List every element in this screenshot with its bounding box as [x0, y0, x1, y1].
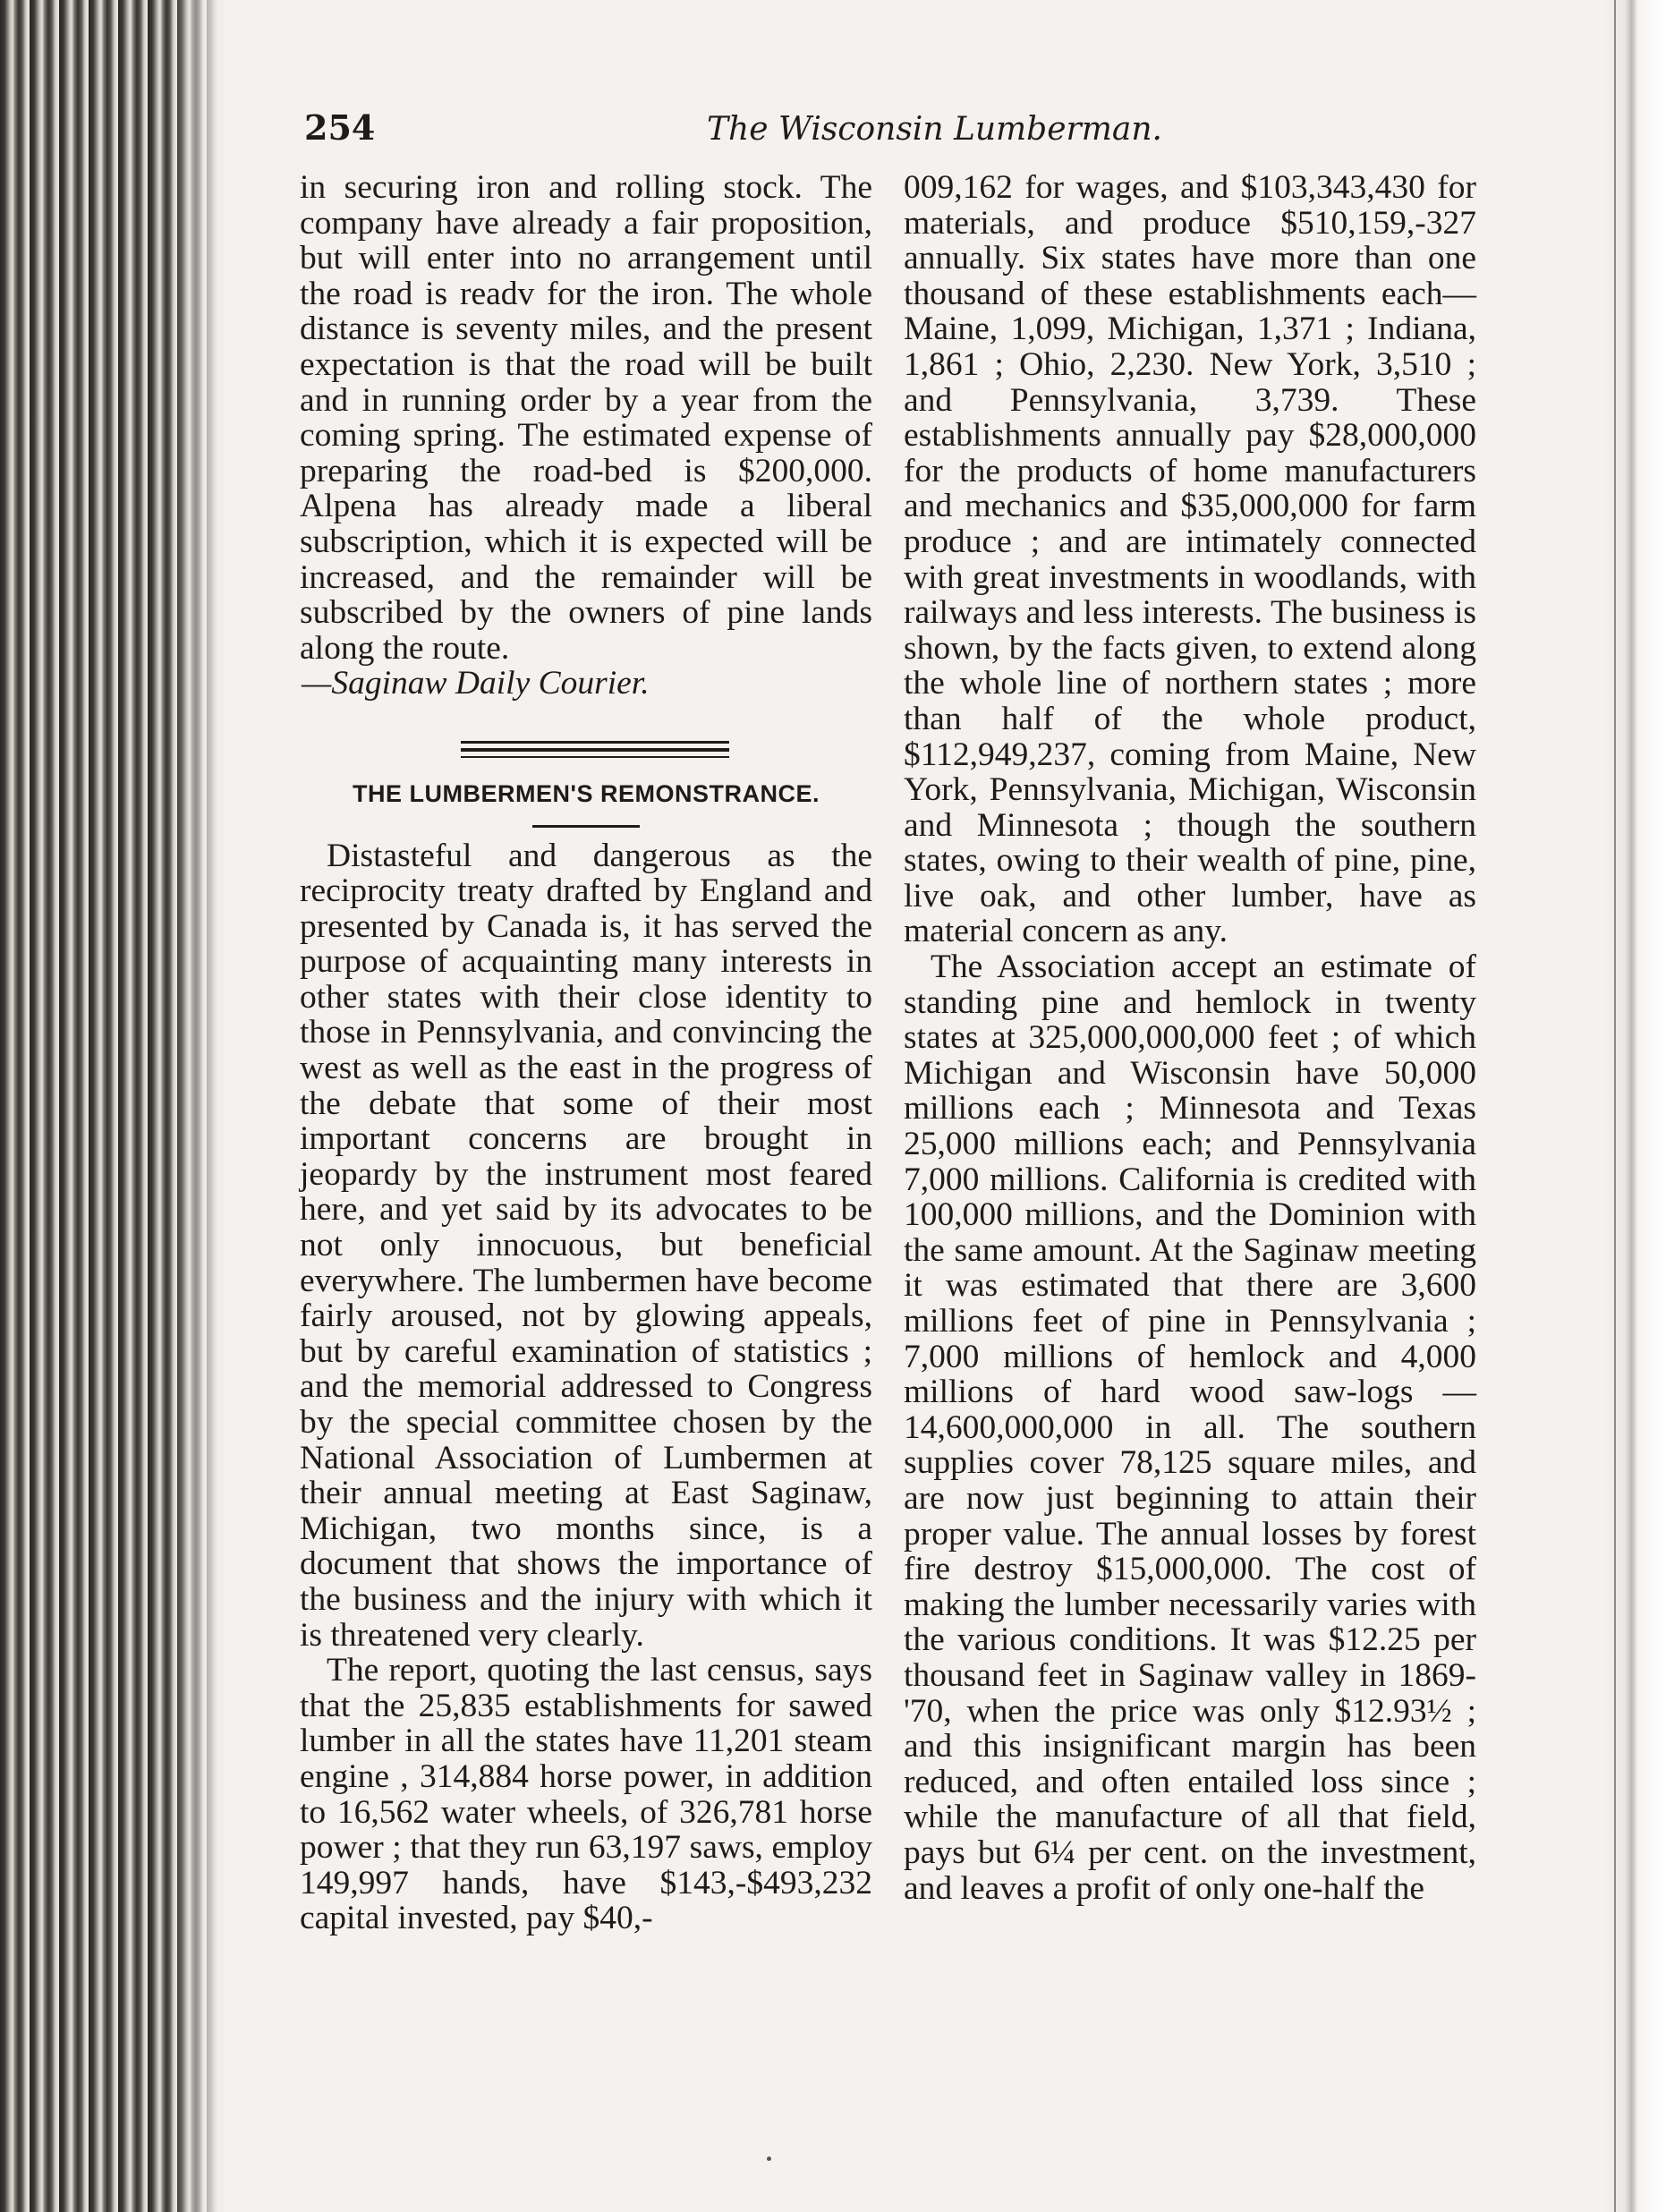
section-heading: THE LUMBERMEN'S REMONSTRANCE.	[353, 779, 820, 807]
source-attribution: —Saginaw Daily Courier.	[302, 665, 650, 702]
running-title: The Wisconsin Lumberman.	[707, 111, 1162, 148]
paragraph: The Association accept an estimate of standing pine and hemlock in twenty states at 325,000,000,000 feet ; of which Michigan and Wisconsin have 50,000 millions each ; Minnesota and Texas 25,000 millions each; and Pennsylvania 7,000 millions. California is credited with 100,000 millions, and the Dominion with the same amount. At the Saginaw meeting it was estimated that there are 3,600 millions feet of pine in Pennsylvania ; 7,000 millions of hemlock and 4,000 millions of hard wood saw-logs — 14,600,000,000 in all. The southern supplies cover 78,125 square miles, and are now just beginning to attain their proper value. The annual losses by forest fire destroy $15,000,000. The cost of making the lumber necessarily varies with the various conditions. It was $12.25 per thousand feet in Saginaw valley in 1869-'70, when the price was only $12.93½ ; and this insignificant margin has been reduced, and often entailed loss since ; while the manufacture of all that field, pays but 6¼ per cent. on the investment, and leaves a profit of only one-half the	[904, 949, 1476, 1907]
page-edge-line	[1614, 0, 1616, 2212]
page-number: 254	[304, 107, 376, 148]
heading-rule	[532, 825, 640, 828]
paragraph: in securing iron and rolling stock. The company have already a fair proposition, but will enter into no arrangement until the road is readv for the iron. The whole distance is seventy miles, and the present expectation is that the road will be built and in running order by a year from the coming spring. The estimated expense of preparing the road-bed is $200,000. Alpena has already made a liberal subscription, which it is expected will be increased, and the remainder will be subscribed by the owners of pine lands along the route.	[300, 169, 872, 667]
paragraph: 009,162 for wages, and $103,343,430 for materials, and produce $510,159,-327 annually. Six states have more than one thousand of these establishments each—Maine, 1,099, Michigan, 1,371 ; Indiana, 1,861 ; Ohio, 2,230. New York, 3,510 ; and Pennsylvania, 3,739. These establishments annually pay $28,000,000 for the products of home manufacturers and mechanics and $35,000,000 for farm produce ; and are intimately connected with great investments in woodlands, with railways and less interests. The business is shown, by the facts given, to extend along the whole line of northern states ; more than half of the whole product, $112,949,237, coming from Maine, New York, Pennsylvania, Michigan, Wisconsin and Minnesota ; though the southern states, owing to their wealth of pine, pine, live oak, and other lumber, have as material concern as any.	[904, 169, 1476, 950]
section-divider	[300, 736, 872, 777]
left-column	[300, 170, 872, 1936]
scan-speck	[767, 2157, 771, 2161]
divider-rule	[461, 748, 729, 752]
divider-rule	[461, 756, 729, 758]
page-edge	[1603, 0, 1666, 2212]
book-page	[268, 81, 1503, 2192]
page-header	[304, 107, 1494, 170]
right-column	[904, 170, 1476, 1906]
divider-rule	[461, 741, 729, 744]
paragraph: The report, quoting the last census, says that the 25,835 establishments for sawed lumber in all the states have 11,201 steam engine , 314,884 horse power, in addition to 16,562 water wheels, of 326,781 horse power ; that they run 63,197 saws, employ 149,997 hands, have $143,-$493,232 capital invested, pay $40,-	[300, 1652, 872, 1937]
page-binding	[0, 0, 224, 2212]
paragraph: Distasteful and dangerous as the reciprocity treaty drafted by England and presented by Canada is, it has served the purpose of acquainting many interests in other states with their close identity to those in Pennsylvania, and convincing the west as well as the east in the progress of the debate that some of their most important concerns are brought in jeopardy by the instrument most feared here, and yet said by its advocates to be not only innocuous, but beneficial everywhere. The lumbermen have become fairly aroused, not by glowing appeals, but by careful examination of statistics ; and the memorial addressed to Congress by the special committee chosen by the National Association of Lumbermen at their annual meeting at East Saginaw, Michigan, two months since, is a document that shows the importance of the business and the injury with which it is threatened very clearly.	[300, 837, 872, 1654]
